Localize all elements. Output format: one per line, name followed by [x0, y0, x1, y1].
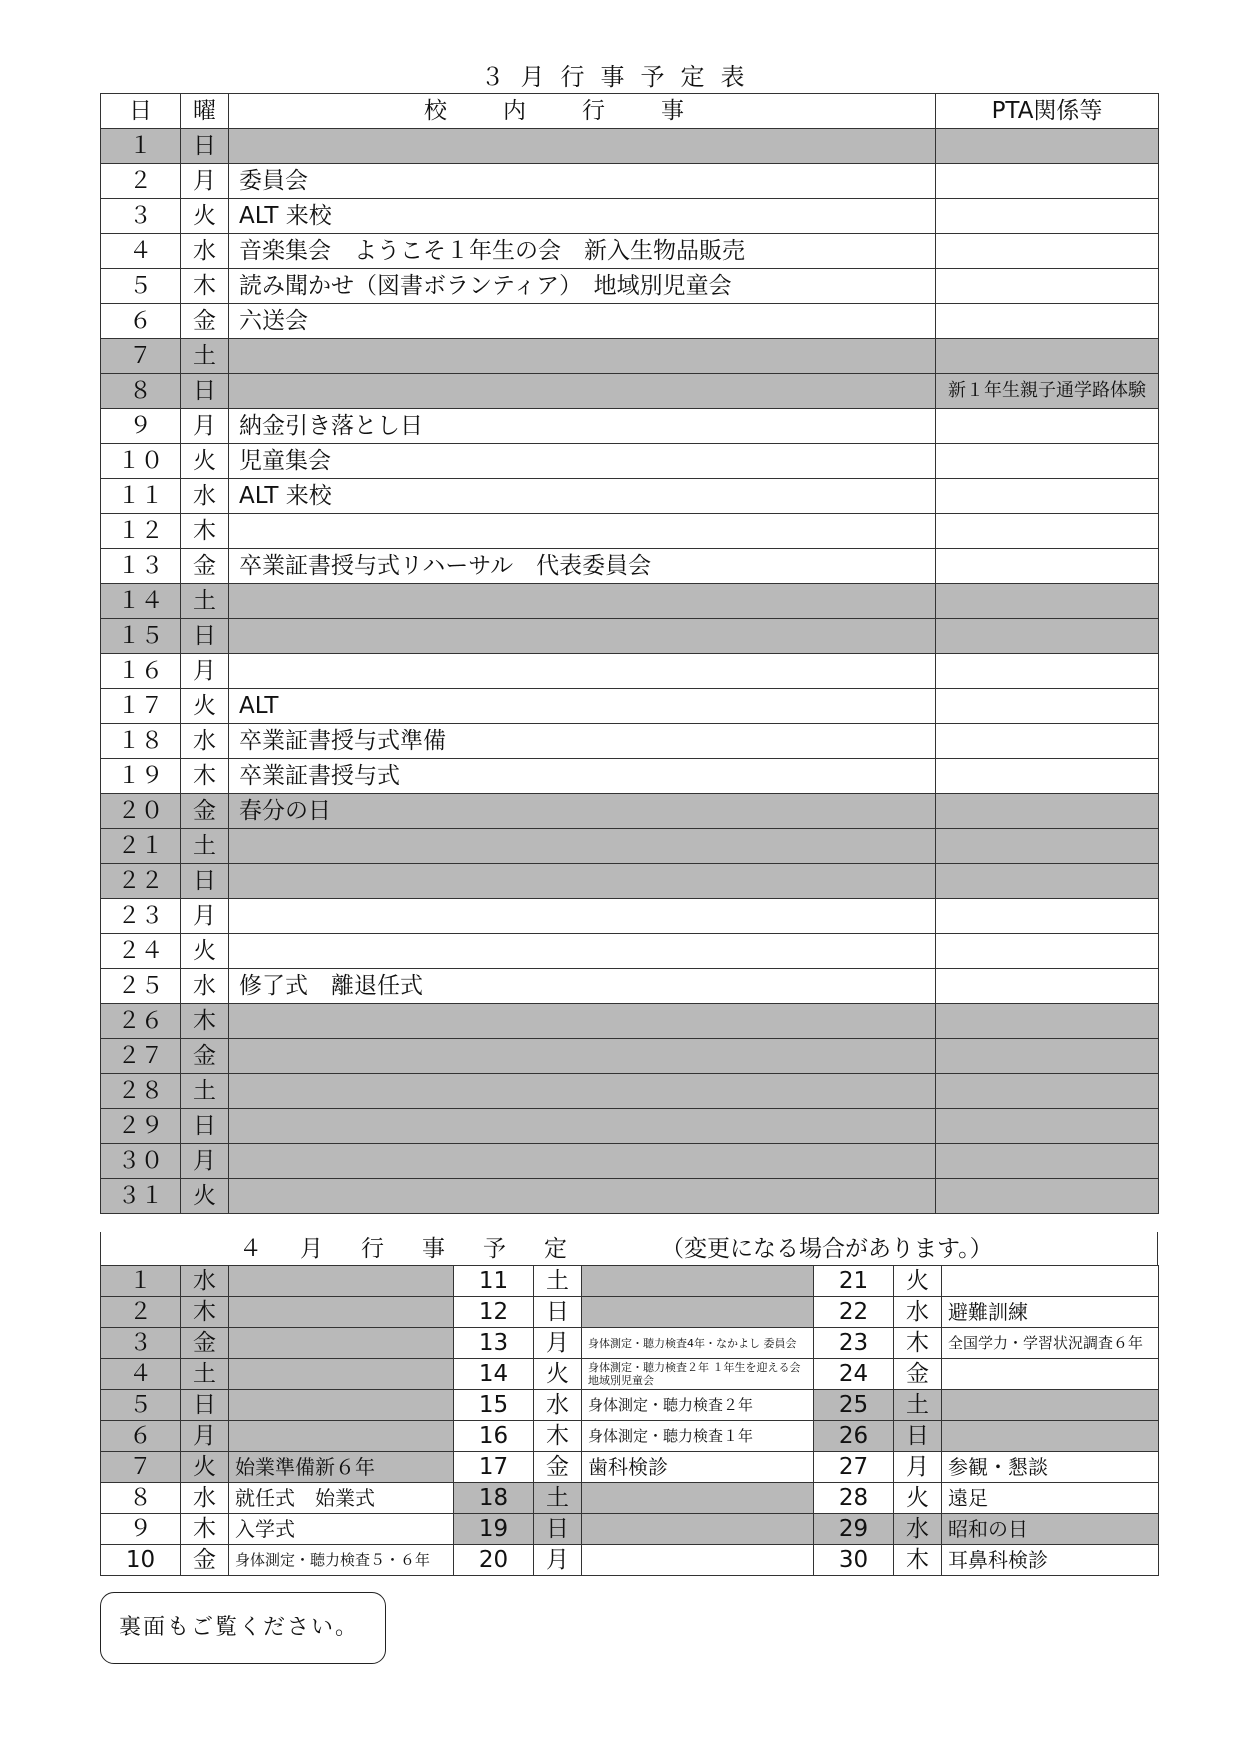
- day-cell: ２４: [101, 934, 181, 969]
- pta-cell: [936, 934, 1159, 969]
- day-cell: １６: [101, 654, 181, 689]
- april-weekday-cell: 木: [181, 1297, 229, 1328]
- pta-cell: [936, 689, 1159, 724]
- day-cell: １０: [101, 444, 181, 479]
- pta-cell: [936, 759, 1159, 794]
- april-day-cell: 24: [814, 1359, 894, 1390]
- april-event-cell: 始業準備新６年: [229, 1452, 454, 1483]
- weekday-cell: 金: [181, 1039, 229, 1074]
- april-weekday-cell: 日: [534, 1297, 582, 1328]
- march-row: [101, 1179, 1159, 1214]
- april-event-cell: 就任式 始業式: [229, 1483, 454, 1514]
- april-day-cell: 28: [814, 1483, 894, 1514]
- april-event-cell: [582, 1545, 814, 1576]
- weekday-cell: 水: [181, 724, 229, 759]
- april-event-cell: [582, 1514, 814, 1545]
- march-row: [101, 1144, 1159, 1179]
- pta-cell: [936, 479, 1159, 514]
- march-row: [101, 164, 1159, 199]
- april-event-cell: [229, 1266, 454, 1297]
- march-row: [101, 724, 1159, 759]
- pta-cell: [936, 1179, 1159, 1214]
- day-cell: ３: [101, 199, 181, 234]
- april-weekday-cell: 金: [534, 1452, 582, 1483]
- april-event-cell: 入学式: [229, 1514, 454, 1545]
- april-event-cell: 遠足: [942, 1483, 1159, 1514]
- april-weekday-cell: 木: [534, 1421, 582, 1452]
- april-weekday-cell: 月: [894, 1452, 942, 1483]
- day-cell: １４: [101, 584, 181, 619]
- april-schedule-title-bar: [100, 1232, 1158, 1266]
- day-cell: ２９: [101, 1109, 181, 1144]
- april-day-cell: 15: [454, 1390, 534, 1421]
- april-event-cell: [582, 1483, 814, 1514]
- march-row: [101, 864, 1159, 899]
- event-cell: [229, 1179, 936, 1214]
- day-cell: １９: [101, 759, 181, 794]
- april-weekday-cell: 土: [534, 1266, 582, 1297]
- pta-cell: [936, 1144, 1159, 1179]
- march-row: [101, 339, 1159, 374]
- pta-cell: [936, 409, 1159, 444]
- event-cell: [229, 1004, 936, 1039]
- event-cell: 卒業証書授与式リハーサル 代表委員会: [229, 549, 936, 584]
- weekday-cell: 土: [181, 339, 229, 374]
- weekday-cell: 月: [181, 409, 229, 444]
- april-weekday-cell: 火: [894, 1266, 942, 1297]
- event-cell: [229, 1144, 936, 1179]
- event-cell: 卒業証書授与式準備: [229, 724, 936, 759]
- april-day-cell: 25: [814, 1390, 894, 1421]
- april-weekday-cell: 木: [894, 1545, 942, 1576]
- april-day-cell: 23: [814, 1328, 894, 1359]
- april-event-cell: 全国学力・学習状況調査６年: [942, 1328, 1159, 1359]
- march-row: [101, 234, 1159, 269]
- april-weekday-cell: 金: [894, 1359, 942, 1390]
- event-cell: [229, 619, 936, 654]
- weekday-cell: 土: [181, 584, 229, 619]
- day-cell: ６: [101, 304, 181, 339]
- day-cell: １１: [101, 479, 181, 514]
- april-event-cell: 歯科検診: [582, 1452, 814, 1483]
- april-day-cell: 13: [454, 1328, 534, 1359]
- pta-cell: [936, 1039, 1159, 1074]
- weekday-cell: 月: [181, 1144, 229, 1179]
- april-event-cell: 参観・懇談: [942, 1452, 1159, 1483]
- april-row: [101, 1390, 1159, 1421]
- event-cell: [229, 1039, 936, 1074]
- weekday-cell: 火: [181, 1179, 229, 1214]
- march-row: [101, 654, 1159, 689]
- header-weekday: 曜: [181, 94, 229, 129]
- march-row: [101, 1004, 1159, 1039]
- april-day-cell: 16: [454, 1421, 534, 1452]
- day-cell: ２２: [101, 864, 181, 899]
- april-row: [101, 1328, 1159, 1359]
- march-row: [101, 444, 1159, 479]
- pta-cell: [936, 724, 1159, 759]
- april-event-cell: [229, 1421, 454, 1452]
- march-schedule-table: [100, 93, 1159, 1214]
- april-row: [101, 1483, 1159, 1514]
- april-day-cell: 26: [814, 1421, 894, 1452]
- day-cell: １７: [101, 689, 181, 724]
- weekday-cell: 木: [181, 1004, 229, 1039]
- header-pta: PTA関係等: [936, 94, 1159, 129]
- march-row: [101, 1074, 1159, 1109]
- pta-cell: 新１年生親子通学路体験: [936, 374, 1159, 409]
- weekday-cell: 火: [181, 444, 229, 479]
- april-weekday-cell: 木: [181, 1514, 229, 1545]
- april-day-cell: ６: [101, 1421, 181, 1452]
- event-cell: [229, 374, 936, 409]
- event-cell: 委員会: [229, 164, 936, 199]
- march-row: [101, 969, 1159, 1004]
- weekday-cell: 木: [181, 269, 229, 304]
- march-row: [101, 584, 1159, 619]
- april-event-cell: 身体測定・聴力検査２年: [582, 1390, 814, 1421]
- april-day-cell: ３: [101, 1328, 181, 1359]
- weekday-cell: 日: [181, 374, 229, 409]
- event-cell: 六送会: [229, 304, 936, 339]
- april-event-cell: [942, 1421, 1159, 1452]
- weekday-cell: 木: [181, 514, 229, 549]
- april-day-cell: 18: [454, 1483, 534, 1514]
- day-cell: ２０: [101, 794, 181, 829]
- march-row: [101, 1109, 1159, 1144]
- march-row: [101, 269, 1159, 304]
- day-cell: ４: [101, 234, 181, 269]
- header-day: 日: [101, 94, 181, 129]
- pta-cell: [936, 794, 1159, 829]
- weekday-cell: 月: [181, 164, 229, 199]
- pta-cell: [936, 1074, 1159, 1109]
- april-day-cell: 17: [454, 1452, 534, 1483]
- day-cell: １: [101, 129, 181, 164]
- see-back-note: 裏面もご覧ください。: [100, 1592, 386, 1664]
- march-row: [101, 199, 1159, 234]
- april-weekday-cell: 火: [534, 1359, 582, 1390]
- weekday-cell: 土: [181, 1074, 229, 1109]
- weekday-cell: 火: [181, 934, 229, 969]
- april-weekday-cell: 水: [894, 1297, 942, 1328]
- pta-cell: [936, 549, 1159, 584]
- day-cell: ８: [101, 374, 181, 409]
- april-event-cell: [942, 1390, 1159, 1421]
- april-weekday-cell: 火: [894, 1483, 942, 1514]
- pta-cell: [936, 969, 1159, 1004]
- april-event-cell: [942, 1266, 1159, 1297]
- april-weekday-cell: 水: [181, 1266, 229, 1297]
- april-weekday-cell: 金: [181, 1545, 229, 1576]
- weekday-cell: 火: [181, 199, 229, 234]
- day-cell: ３０: [101, 1144, 181, 1179]
- march-row: [101, 304, 1159, 339]
- event-cell: 卒業証書授与式: [229, 759, 936, 794]
- april-weekday-cell: 月: [534, 1328, 582, 1359]
- pta-cell: [936, 584, 1159, 619]
- april-weekday-cell: 日: [534, 1514, 582, 1545]
- event-cell: [229, 1109, 936, 1144]
- event-cell: 修了式 離退任式: [229, 969, 936, 1004]
- day-cell: ２５: [101, 969, 181, 1004]
- weekday-cell: 月: [181, 654, 229, 689]
- event-cell: 納金引き落とし日: [229, 409, 936, 444]
- april-event-cell: 昭和の日: [942, 1514, 1159, 1545]
- event-cell: 読み聞かせ（図書ボランティア） 地域別児童会: [229, 269, 936, 304]
- march-row: [101, 689, 1159, 724]
- april-day-cell: 29: [814, 1514, 894, 1545]
- pta-cell: [936, 514, 1159, 549]
- april-event-cell: [582, 1297, 814, 1328]
- april-row: [101, 1452, 1159, 1483]
- april-event-cell: [942, 1359, 1159, 1390]
- april-weekday-cell: 月: [534, 1545, 582, 1576]
- april-change-note: （変更になる場合があります。）: [661, 1236, 993, 1262]
- april-day-cell: 11: [454, 1266, 534, 1297]
- event-cell: [229, 1074, 936, 1109]
- april-weekday-cell: 土: [894, 1390, 942, 1421]
- april-weekday-cell: 土: [181, 1359, 229, 1390]
- april-day-cell: 27: [814, 1452, 894, 1483]
- april-weekday-cell: 火: [181, 1452, 229, 1483]
- event-cell: [229, 514, 936, 549]
- april-row: [101, 1421, 1159, 1452]
- april-row: [101, 1297, 1159, 1328]
- event-cell: [229, 654, 936, 689]
- april-weekday-cell: 日: [181, 1390, 229, 1421]
- april-weekday-cell: 土: [534, 1483, 582, 1514]
- march-row: [101, 479, 1159, 514]
- april-event-cell: 避難訓練: [942, 1297, 1159, 1328]
- march-schedule-title: ３月行事予定表: [480, 63, 761, 91]
- april-event-cell: [229, 1390, 454, 1421]
- event-cell: [229, 934, 936, 969]
- april-day-cell: ８: [101, 1483, 181, 1514]
- event-cell: [229, 864, 936, 899]
- april-row: [101, 1266, 1159, 1297]
- weekday-cell: 日: [181, 619, 229, 654]
- april-event-cell: 耳鼻科検診: [942, 1545, 1159, 1576]
- march-row: [101, 619, 1159, 654]
- day-cell: １２: [101, 514, 181, 549]
- april-day-cell: ９: [101, 1514, 181, 1545]
- april-weekday-cell: 水: [894, 1514, 942, 1545]
- april-weekday-cell: 月: [181, 1421, 229, 1452]
- day-cell: １８: [101, 724, 181, 759]
- april-event-cell: [229, 1359, 454, 1390]
- weekday-cell: 日: [181, 864, 229, 899]
- april-event-cell: [229, 1328, 454, 1359]
- event-cell: [229, 899, 936, 934]
- pta-cell: [936, 1109, 1159, 1144]
- pta-cell: [936, 234, 1159, 269]
- weekday-cell: 月: [181, 899, 229, 934]
- weekday-cell: 金: [181, 304, 229, 339]
- april-weekday-cell: 水: [534, 1390, 582, 1421]
- april-event-cell: [582, 1266, 814, 1297]
- day-cell: ２１: [101, 829, 181, 864]
- event-cell: ALT 来校: [229, 199, 936, 234]
- pta-cell: [936, 199, 1159, 234]
- pta-cell: [936, 619, 1159, 654]
- march-row: [101, 759, 1159, 794]
- april-day-cell: ５: [101, 1390, 181, 1421]
- event-cell: 音楽集会 ようこそ１年生の会 新入生物品販売: [229, 234, 936, 269]
- day-cell: ２８: [101, 1074, 181, 1109]
- weekday-cell: 水: [181, 969, 229, 1004]
- day-cell: ２７: [101, 1039, 181, 1074]
- weekday-cell: 日: [181, 129, 229, 164]
- april-day-cell: 30: [814, 1545, 894, 1576]
- pta-cell: [936, 129, 1159, 164]
- weekday-cell: 火: [181, 689, 229, 724]
- march-row: [101, 829, 1159, 864]
- weekday-cell: 金: [181, 794, 229, 829]
- april-day-cell: 21: [814, 1266, 894, 1297]
- day-cell: ２: [101, 164, 181, 199]
- april-weekday-cell: 水: [181, 1483, 229, 1514]
- april-day-cell: 12: [454, 1297, 534, 1328]
- april-weekday-cell: 日: [894, 1421, 942, 1452]
- day-cell: ２３: [101, 899, 181, 934]
- day-cell: ５: [101, 269, 181, 304]
- april-row: [101, 1545, 1159, 1576]
- april-event-cell: 身体測定・聴力検査4年・なかよし 委員会: [582, 1328, 814, 1359]
- april-schedule-title: ４月行事予定: [239, 1236, 605, 1262]
- march-row: [101, 409, 1159, 444]
- march-header-row: [101, 94, 1159, 129]
- april-day-cell: 20: [454, 1545, 534, 1576]
- april-schedule-table: [100, 1265, 1159, 1576]
- weekday-cell: 木: [181, 759, 229, 794]
- weekday-cell: 土: [181, 829, 229, 864]
- march-row: [101, 1039, 1159, 1074]
- weekday-cell: 水: [181, 234, 229, 269]
- day-cell: ３１: [101, 1179, 181, 1214]
- april-weekday-cell: 木: [894, 1328, 942, 1359]
- march-row: [101, 899, 1159, 934]
- march-row: [101, 549, 1159, 584]
- april-day-cell: 19: [454, 1514, 534, 1545]
- event-cell: [229, 339, 936, 374]
- april-row: [101, 1359, 1159, 1390]
- april-day-cell: 10: [101, 1545, 181, 1576]
- day-cell: ９: [101, 409, 181, 444]
- april-event-cell: 身体測定・聴力検査５・６年: [229, 1545, 454, 1576]
- pta-cell: [936, 164, 1159, 199]
- pta-cell: [936, 444, 1159, 479]
- march-row: [101, 934, 1159, 969]
- pta-cell: [936, 654, 1159, 689]
- april-day-cell: 14: [454, 1359, 534, 1390]
- event-cell: [229, 829, 936, 864]
- march-row: [101, 514, 1159, 549]
- april-day-cell: ２: [101, 1297, 181, 1328]
- april-event-cell: 身体測定・聴力検査２年 １年生を迎える会 地域別児童会: [582, 1359, 814, 1390]
- april-day-cell: ７: [101, 1452, 181, 1483]
- pta-cell: [936, 1004, 1159, 1039]
- april-event-cell: [229, 1297, 454, 1328]
- pta-cell: [936, 864, 1159, 899]
- day-cell: ７: [101, 339, 181, 374]
- april-day-cell: ４: [101, 1359, 181, 1390]
- april-row: [101, 1514, 1159, 1545]
- pta-cell: [936, 269, 1159, 304]
- event-cell: [229, 584, 936, 619]
- weekday-cell: 水: [181, 479, 229, 514]
- pta-cell: [936, 304, 1159, 339]
- pta-cell: [936, 339, 1159, 374]
- event-cell: ALT 来校: [229, 479, 936, 514]
- day-cell: ２６: [101, 1004, 181, 1039]
- weekday-cell: 金: [181, 549, 229, 584]
- march-row: [101, 129, 1159, 164]
- day-cell: １５: [101, 619, 181, 654]
- event-cell: 児童集会: [229, 444, 936, 479]
- event-cell: 春分の日: [229, 794, 936, 829]
- pta-cell: [936, 829, 1159, 864]
- day-cell: １３: [101, 549, 181, 584]
- april-day-cell: 22: [814, 1297, 894, 1328]
- header-school-events: 校内行事: [229, 94, 936, 129]
- event-cell: ALT: [229, 689, 936, 724]
- april-day-cell: １: [101, 1266, 181, 1297]
- weekday-cell: 日: [181, 1109, 229, 1144]
- pta-cell: [936, 899, 1159, 934]
- march-row: [101, 374, 1159, 409]
- event-cell: [229, 129, 936, 164]
- april-event-cell: 身体測定・聴力検査１年: [582, 1421, 814, 1452]
- april-weekday-cell: 金: [181, 1328, 229, 1359]
- march-row: [101, 794, 1159, 829]
